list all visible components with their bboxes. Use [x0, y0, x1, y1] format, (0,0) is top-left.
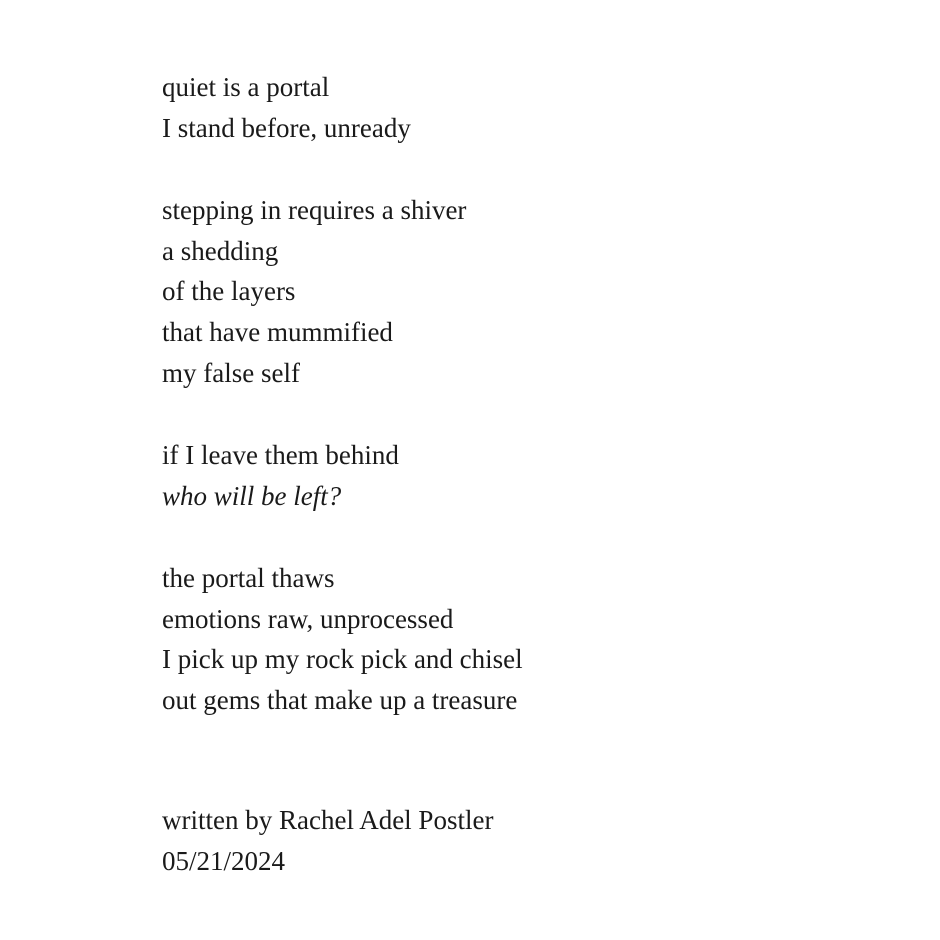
poem-line: if I leave them behind [162, 440, 399, 471]
stanza-1 [162, 67, 862, 149]
poem-line: the portal thaws [162, 562, 335, 593]
poem-line: emotions raw, unprocessed [162, 603, 454, 634]
stanza-4 [162, 558, 862, 722]
poem-line: quiet is a portal [162, 72, 330, 102]
stanza-break [162, 394, 862, 435]
poem-line: out gems that make up a treasure [162, 685, 518, 716]
poem-line-italic: who will be left? [162, 480, 342, 511]
stanza-2 [162, 190, 862, 394]
poem-line: my false self [162, 358, 300, 389]
poem-line: I pick up my rock pick and chisel [162, 644, 523, 675]
date-line: 05/21/2024 [162, 845, 286, 876]
poem-line: I stand before, unready [162, 112, 411, 143]
signature-block [162, 800, 862, 882]
poem-line: a shedding [162, 235, 279, 266]
author-line: written by Rachel Adel Postler [162, 805, 494, 835]
stanza-3 [162, 435, 862, 517]
stanza-break [162, 517, 862, 558]
poem-line: stepping in requires a shiver [162, 194, 467, 225]
poem-line: of the layers [162, 276, 296, 307]
poem-body [162, 67, 862, 721]
stanza-break [162, 149, 862, 190]
poem-line: that have mummified [162, 317, 393, 348]
